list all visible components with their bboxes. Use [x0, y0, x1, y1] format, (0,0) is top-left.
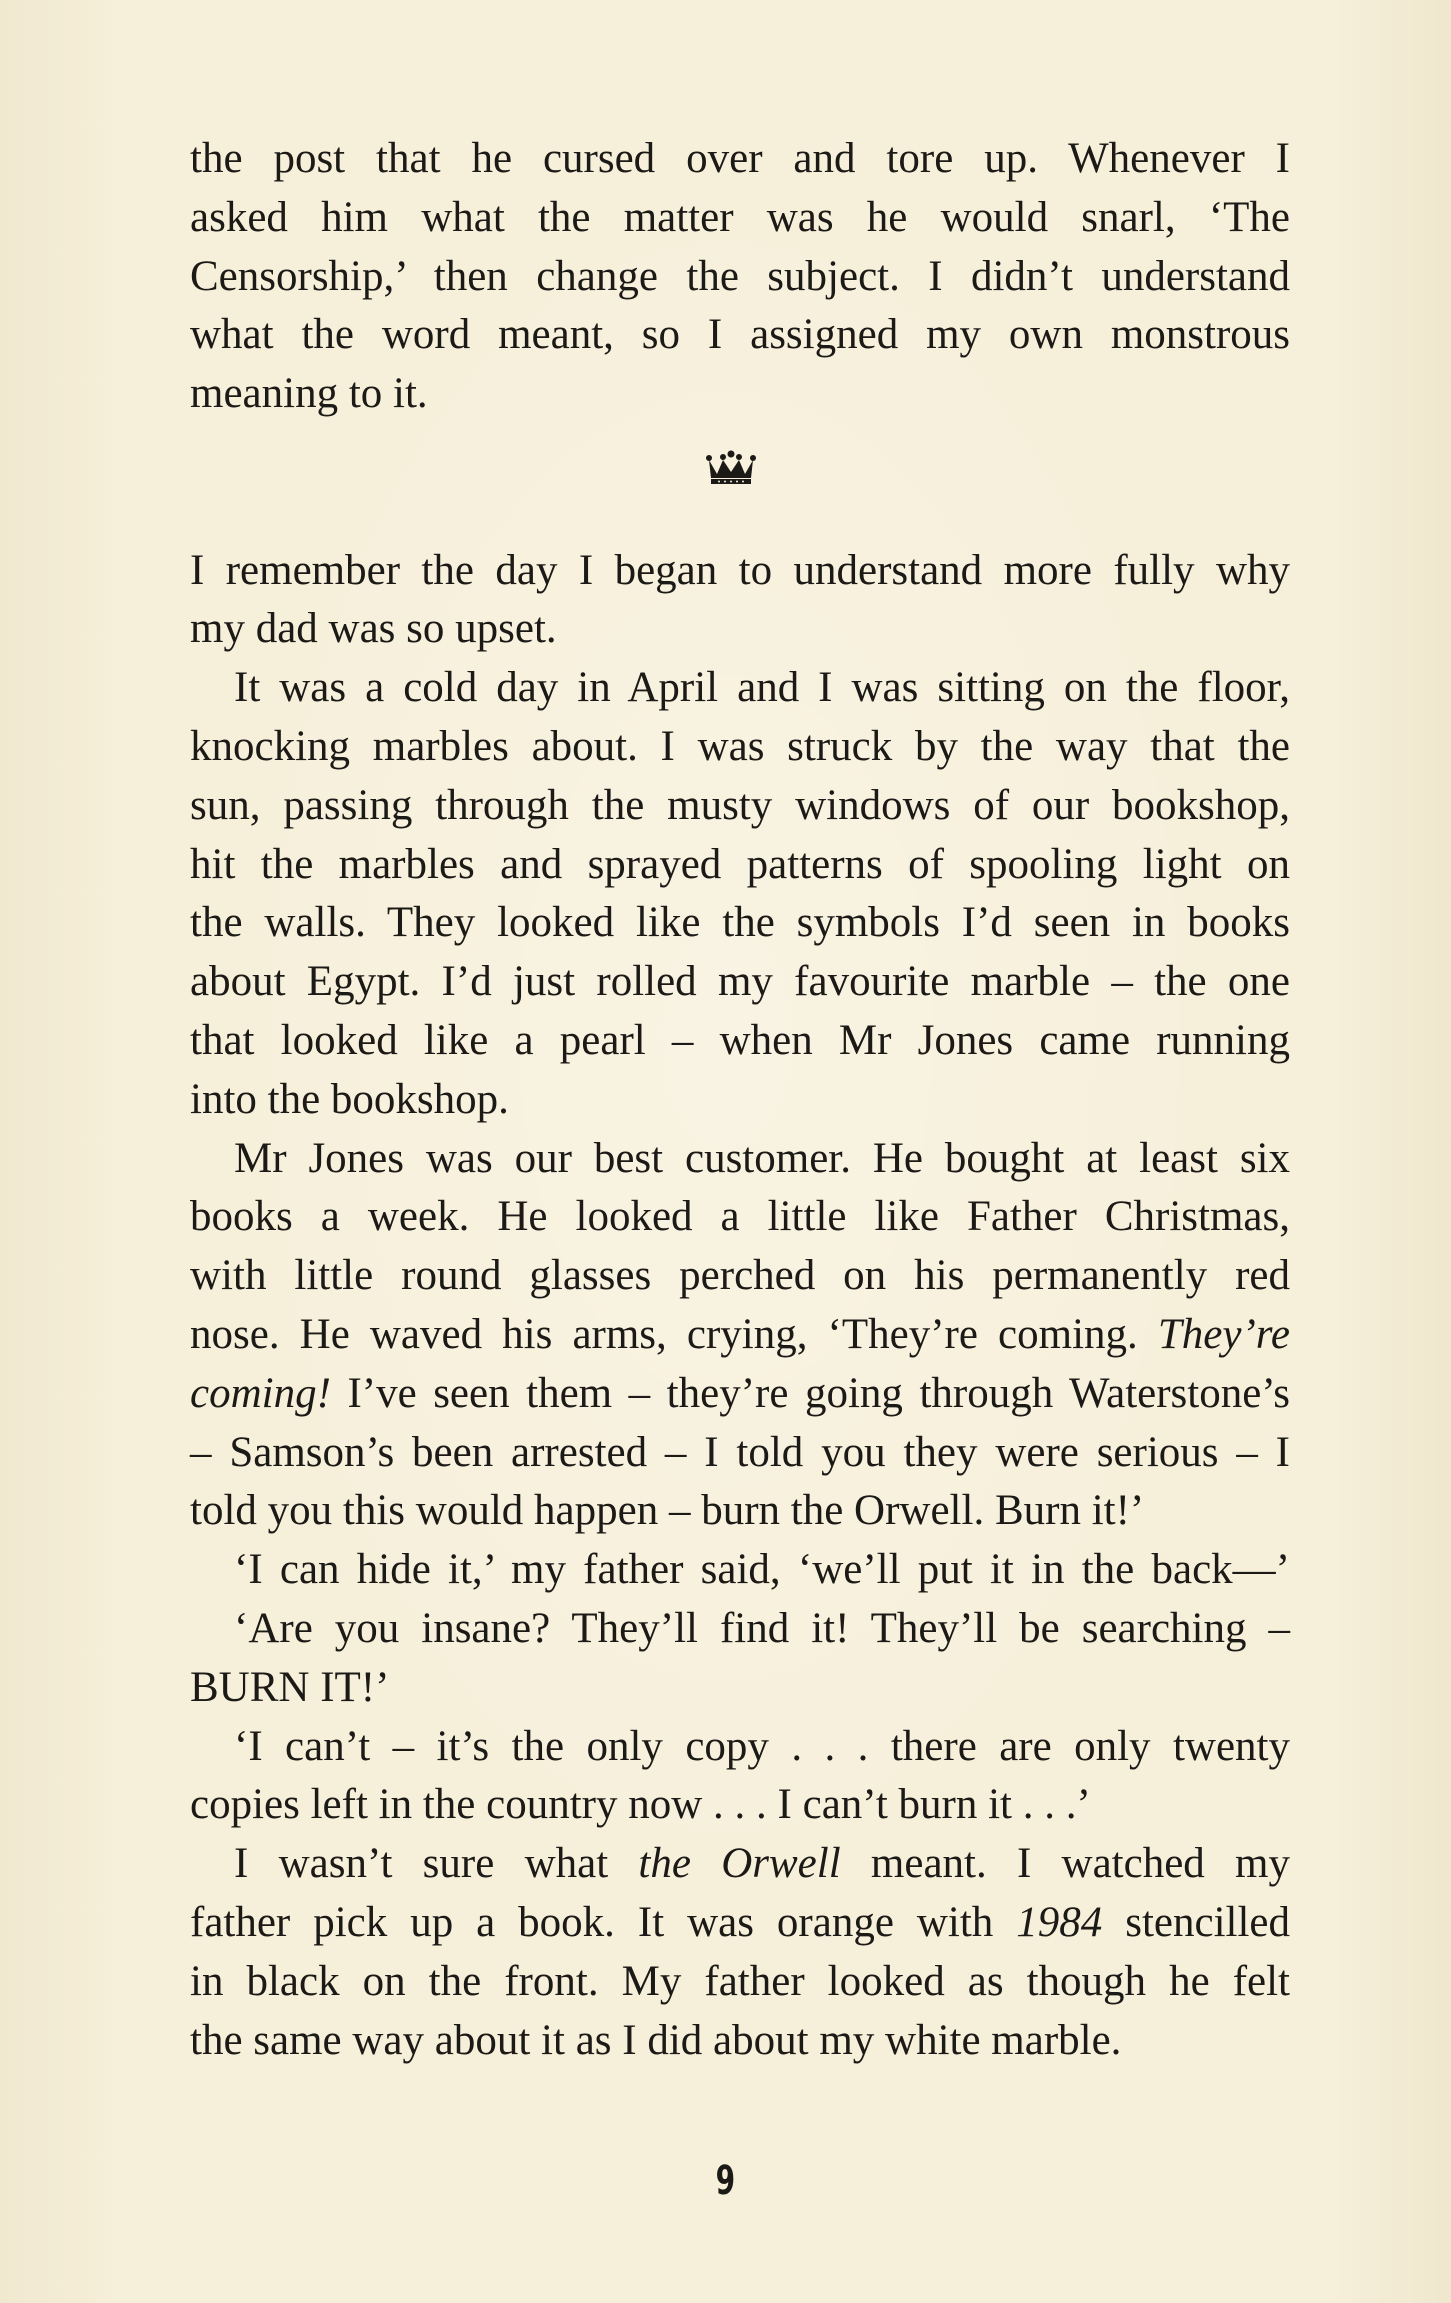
- text-line: with little round glasses perched on his permanently red: [190, 1252, 1290, 1300]
- text-line: copies left in the country now . . . I can’t burn it . . .’: [190, 1781, 1091, 1829]
- text-line: told you this would happen – burn the Orwell. Burn it!’: [190, 1487, 1145, 1535]
- paragraph: [190, 659, 1290, 1129]
- italic-text: They’re: [1157, 1310, 1290, 1358]
- paragraph: [190, 1718, 1290, 1836]
- text-line: meaning to it.: [190, 370, 428, 418]
- text-span: meant. I watched my: [840, 1840, 1291, 1888]
- text-line: books a week. He looked a little like Father Christmas,: [190, 1193, 1290, 1241]
- body-text: [190, 130, 1290, 2070]
- text-line: hit the marbles and sprayed patterns of spooling light on: [190, 840, 1290, 888]
- paragraph: [190, 1130, 1290, 1542]
- page-number: 9: [715, 2158, 736, 2204]
- text-line: what the word meant, so I assigned my own monstrous: [190, 311, 1290, 359]
- paragraph: [190, 542, 1290, 660]
- text-line: sun, passing through the musty windows of our bookshop,: [190, 781, 1290, 829]
- text-line: ‘Are you insane? They’ll find it! They’ll be searching –: [234, 1604, 1290, 1652]
- text-line: [190, 1306, 1290, 1365]
- paragraph: [190, 1541, 1290, 1600]
- text-line: It was a cold day in April and I was sitting on the floor,: [234, 664, 1290, 712]
- text-span: stencilled: [1102, 1898, 1290, 1946]
- italic-text: 1984: [1016, 1898, 1103, 1946]
- text-line: in black on the front. My father looked as though he felt: [190, 1957, 1290, 2005]
- text-line: asked him what the matter was he would snarl, ‘The: [190, 193, 1290, 241]
- text-line: [190, 1835, 1290, 1894]
- text-span: I wasn’t sure what: [234, 1840, 639, 1888]
- section-break: [190, 424, 1290, 542]
- text-span: father pick up a book. It was orange with: [190, 1898, 1017, 1946]
- text-line: knocking marbles about. I was struck by the way that the: [190, 722, 1290, 770]
- paragraph: [190, 1835, 1290, 2070]
- text-line: that looked like a pearl – when Mr Jones came running: [190, 1016, 1290, 1064]
- text-line: Censorship,’ then change the subject. I didn’t understand: [190, 252, 1290, 300]
- crown-icon: [705, 446, 757, 486]
- text-line: I remember the day I began to understand more fully why: [190, 546, 1290, 594]
- text-line: [190, 1894, 1290, 1953]
- text-line: [190, 1365, 1290, 1424]
- italic-text: coming!: [190, 1369, 331, 1417]
- text-line: the same way about it as I did about my white marble.: [190, 2016, 1122, 2064]
- text-span: I’ve seen them – they’re going through Waterstone’s: [330, 1369, 1290, 1417]
- text-line: ‘I can hide it,’ my father said, ‘we’ll put it in the back—’: [234, 1546, 1290, 1594]
- text-line: Mr Jones was our best customer. He bought at least six: [234, 1134, 1290, 1182]
- text-line: the post that he cursed over and tore up. Whenever I: [190, 135, 1290, 182]
- paragraph: [190, 1600, 1290, 1718]
- text-span: nose. He waved his arms, crying, ‘They’re coming.: [190, 1310, 1138, 1358]
- italic-text: the Orwell: [638, 1840, 841, 1888]
- text-line: the walls. They looked like the symbols I’d seen in books: [190, 899, 1290, 947]
- text-line: ‘I can’t – it’s the only copy . . . there are only twenty: [234, 1722, 1290, 1770]
- text-line: – Samson’s been arrested – I told you they were serious – I: [190, 1428, 1290, 1476]
- text-line: about Egypt. I’d just rolled my favourite marble – the one: [190, 958, 1290, 1006]
- paragraph: [190, 130, 1290, 424]
- text-line: BURN IT!’: [190, 1663, 390, 1711]
- text-line: into the bookshop.: [190, 1075, 509, 1123]
- text-line: my dad was so upset.: [190, 605, 557, 653]
